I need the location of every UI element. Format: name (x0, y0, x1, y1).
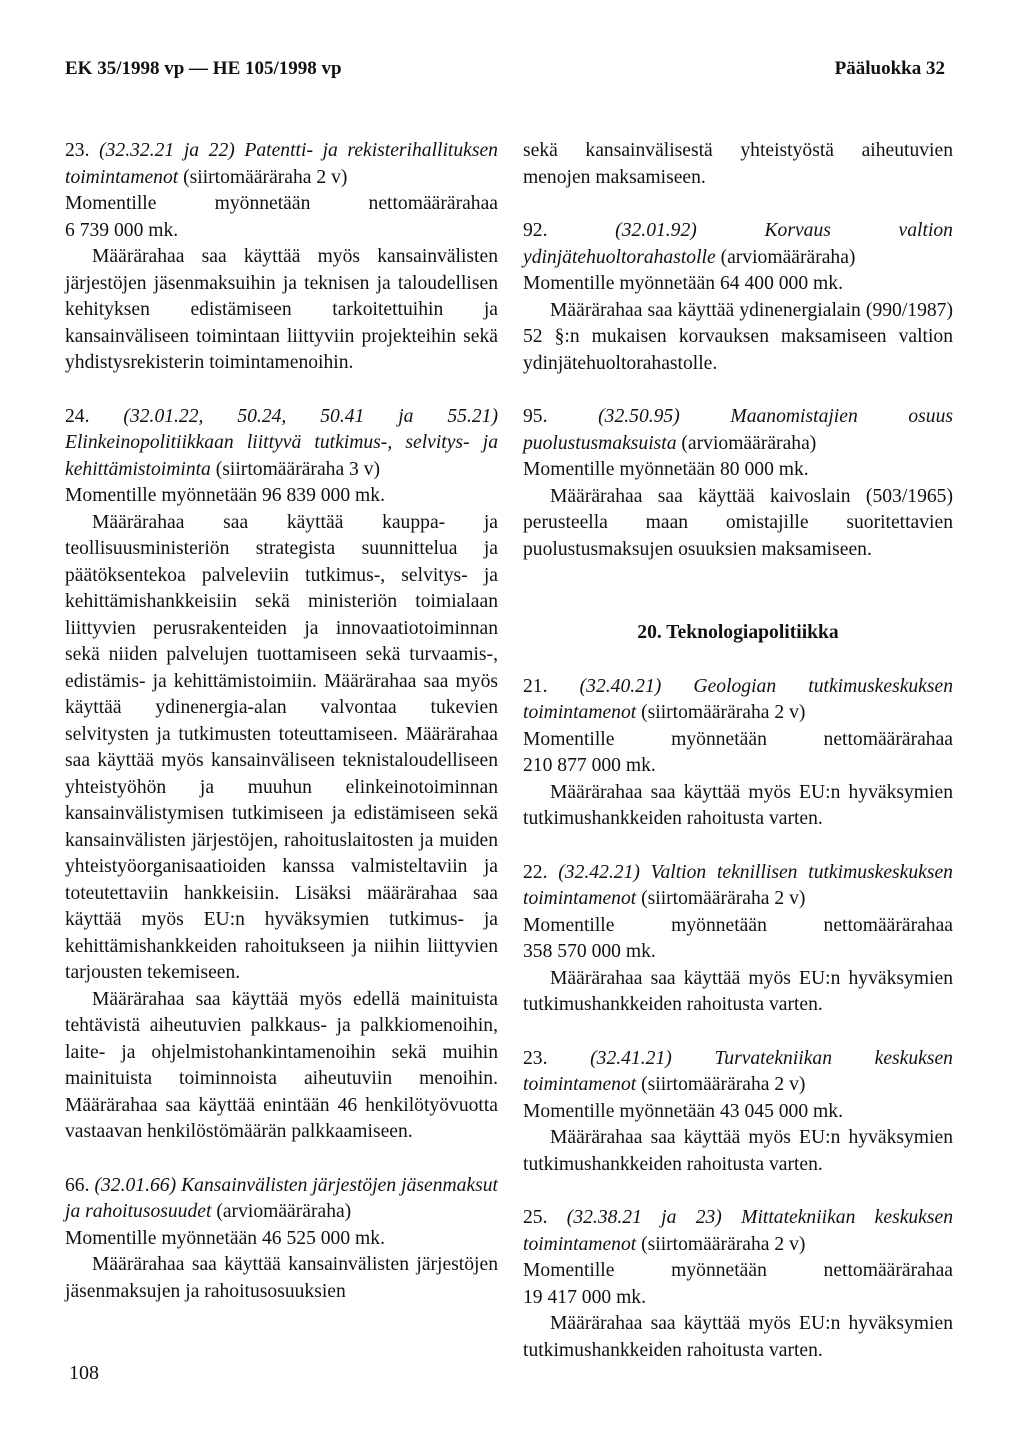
item-heading (523, 404, 953, 457)
item-heading (523, 218, 953, 271)
item-paragraph: Määrärahaa saa käyttää kauppa- ja teollisuusministeriön strategista suunnittelua ja päätöksentekoa palveleviin tutkimus-, selvitys- ja kehittämishankkeisiin sekä ministeriön toimialaan liittyvien perusrakenteiden ja innovaatiotoiminnan sekä niiden palvelujen tuottamiseen sekä turvaamis-, edistämis- ja kehittämistoimiin. Määrärahaa saa myös käyttää ydinenergia-alan valvontaa tukevien selvitysten ja tutkimusten toteuttamiseen. Määrärahaa saa käyttää myös kansainväliseen teknistaloudelliseen yhteistyöhön ja muuhun elinkeinotoiminnan kansainvälistymisen tutkimiseen ja edistämiseen sekä kansainvälisten järjestöjen, rahoituslaitosten ja muiden yhteistyöorganisaatioiden kanssa valmisteltaviin ja toteutettaviin hankkeisiin. Lisäksi määrärahaa saa käyttää myös EU:n hyväksymien tutkimus- ja kehittämishankkeiden rahoitukseen ja niihin liittyvien tarjousten tekemiseen. (65, 511, 498, 983)
grant-amount: 210 877 000 mk. (523, 755, 656, 776)
section-title: 20. Teknologiapolitiikka (637, 622, 839, 643)
item-number: 23. (523, 1047, 548, 1069)
budget-item-21 (523, 674, 953, 833)
item-type: (siirtomääräraha 2 v) (641, 888, 806, 909)
grant-line: Momentille myönnetään 80 000 mk. (523, 459, 809, 480)
item-reference: (32.38.21 ja 23) (566, 1207, 722, 1228)
item-type: (arviomääräraha) (720, 246, 856, 268)
item-title: Elinkeinopolitiikkaan liittyvä tutkimus-, selvitys- ja kehittämistoiminta (65, 432, 498, 480)
item-reference: (32.40.21) (579, 675, 662, 697)
item-number: 23. (65, 140, 90, 161)
item-heading (523, 674, 953, 727)
grant-amount: 19 417 000 mk. (523, 1286, 647, 1308)
budget-item-92 (523, 218, 953, 377)
spacer (523, 563, 953, 593)
grant-line (523, 913, 953, 940)
budget-item-66 (65, 1173, 498, 1306)
item-paragraph: Määrärahaa saa käyttää myös EU:n hyväksymien tutkimushankkeiden rahoitusta varten. (523, 967, 953, 1015)
item-number: 22. (523, 861, 548, 883)
item-type: (arviomääräraha) (216, 1201, 352, 1222)
item-title: Patentti- ja rekisterihallituksen toimintamenot (65, 140, 498, 188)
grant-word-1: Momentille (523, 728, 615, 750)
item-title: Valtion teknillisen tutkimuskeskuksen toimintamenot (523, 861, 953, 909)
grant-line (65, 191, 498, 218)
item-paragraph: Määrärahaa saa käyttää myös EU:n hyväksymien tutkimushankkeiden rahoitusta varten. (523, 1313, 953, 1361)
item-reference: (32.41.21) (590, 1047, 672, 1069)
item-title: Kansainvälisten järjestöjen jäsenmaksut ja rahoitusosuudet (65, 1174, 499, 1222)
spacer (523, 647, 953, 674)
grant-amount: 6 739 000 mk. (65, 219, 179, 241)
item-reference: (32.01.66) (94, 1174, 177, 1196)
spacer (65, 1146, 498, 1173)
running-header-right: Pääluokka 32 (834, 58, 945, 79)
grant-line: Momentille myönnetään 96 839 000 mk. (65, 485, 385, 506)
grant-word-3: nettomäärärahaa (823, 914, 953, 936)
item-reference: (32.01.92) (615, 220, 697, 241)
item-number: 24. (65, 405, 90, 427)
grant-word-3: nettomäärärahaa (368, 193, 498, 214)
budget-item-23b (523, 1046, 953, 1179)
spacer (523, 1178, 953, 1205)
spacer (523, 593, 953, 620)
grant-word-3: nettomäärärahaa (823, 728, 953, 750)
item-heading (523, 1205, 953, 1258)
item-paragraph: Määrärahaa saa käyttää myös edellä mainituista tehtävistä aiheutuvien palkkaus- ja palkkiomenoihin, laite- ja ohjelmistohankintamenoihin sekä muihin mainituista toiminnoista aiheutuviin menoihin. Määrärahaa saa käyttää enintään 46 henkilötyövuotta vastaavan henkilöstömäärän palkkaamiseen. (65, 988, 498, 1142)
budget-item-22 (523, 860, 953, 1019)
item-number: 92. (523, 220, 548, 241)
grant-word-1: Momentille (523, 914, 615, 936)
item-type: (siirtomääräraha 2 v) (641, 702, 806, 723)
running-header-left: EK 35/1998 vp — HE 105/1998 vp (65, 58, 342, 79)
item-reference: (32.50.95) (598, 406, 680, 427)
item-heading (65, 138, 498, 191)
spacer (523, 377, 953, 404)
item-reference: (32.32.21 ja 22) (99, 140, 235, 161)
item-title: Mittatekniikan keskuksen toimintamenot (523, 1207, 953, 1255)
item-title: Turvatekniikan keskuksen toimintamenot (523, 1047, 953, 1095)
grant-word-1: Momentille (65, 193, 157, 214)
spacer (523, 833, 953, 860)
item-paragraph: Määrärahaa saa käyttää ydinenergialain (990/1987) 52 §:n mukaisen korvauksen maksamiseen valtion ydinjätehuoltorahastolle. (523, 299, 953, 374)
item-heading (65, 404, 498, 484)
item-paragraph: Määrärahaa saa käyttää myös kansainvälisten järjestöjen jäsenmaksuihin ja teknisen ja taloudellisen kehityksen edistämiseen tarkoitettuihin ja kansainväliseen toimintaan liittyviin projekteihin sekä yhdistysrekisterin toimintamenoihin. (65, 246, 498, 373)
item-paragraph: Määrärahaa saa käyttää myös EU:n hyväksymien tutkimushankkeiden rahoitusta varten. (523, 781, 953, 829)
grant-word-1: Momentille (523, 1260, 615, 1281)
budget-item-25 (523, 1205, 953, 1364)
grant-word-3: nettomäärärahaa (823, 1260, 953, 1281)
grant-line: Momentille myönnetään 64 400 000 mk. (523, 273, 843, 294)
item-reference: (32.42.21) (558, 861, 640, 883)
item-type: (siirtomääräraha 3 v) (215, 458, 381, 480)
grant-word-2: myönnetään (214, 193, 311, 214)
item-type: (siirtomääräraha 2 v) (641, 1233, 806, 1255)
spacer (65, 377, 498, 404)
item-heading (523, 860, 953, 913)
item-type: (arviomääräraha) (681, 432, 817, 454)
grant-line: Momentille myönnetään 43 045 000 mk. (523, 1100, 843, 1122)
item-number: 21. (523, 675, 548, 697)
item-type: (siirtomääräraha 2 v) (183, 166, 348, 188)
budget-item-95 (523, 404, 953, 563)
item-reference: (32.01.22, 50.24, 50.41 ja 55.21) (123, 405, 498, 427)
right-column (523, 138, 953, 1364)
budget-item-23 (65, 138, 498, 377)
item-number: 95. (523, 406, 548, 427)
item-paragraph: Määrärahaa saa käyttää myös EU:n hyväksymien tutkimushankkeiden rahoitusta varten. (523, 1127, 953, 1175)
item-paragraph: Määrärahaa saa käyttää kansainvälisten järjestöjen jäsenmaksujen ja rahoitusosuuksien (65, 1254, 498, 1302)
grant-word-2: myönnetään (671, 914, 767, 936)
continued-text: sekä kansainvälisestä yhteistyöstä aiheutuvien menojen maksamiseen. (523, 140, 953, 188)
spacer (523, 191, 953, 218)
item-title: Maanomistajien osuus puolustusmaksuista (523, 406, 953, 454)
item-heading (65, 1173, 498, 1226)
left-column (65, 138, 498, 1305)
item-number: 25. (523, 1207, 548, 1228)
item-type: (siirtomääräraha 2 v) (641, 1074, 806, 1095)
grant-line (523, 1258, 953, 1285)
budget-item-24 (65, 404, 498, 1146)
grant-line (523, 727, 953, 754)
grant-word-2: myönnetään (671, 1260, 767, 1281)
grant-amount: 358 570 000 mk. (523, 941, 656, 962)
grant-word-2: myönnetään (671, 728, 767, 750)
item-title: Geologian tutkimuskeskuksen toimintamenot (523, 675, 953, 723)
item-title: Korvaus valtion ydinjätehuoltorahastolle (523, 220, 953, 268)
item-paragraph: Määrärahaa saa käyttää kaivoslain (503/1965) perusteella maan omistajille suoritettavien puolustusmaksujen osuuksien maksamiseen. (523, 485, 953, 560)
item-number: 66. (65, 1174, 90, 1196)
item-heading (523, 1046, 953, 1099)
grant-line: Momentille myönnetään 46 525 000 mk. (65, 1227, 385, 1249)
page-number: 108 (69, 1362, 99, 1384)
spacer (523, 1019, 953, 1046)
